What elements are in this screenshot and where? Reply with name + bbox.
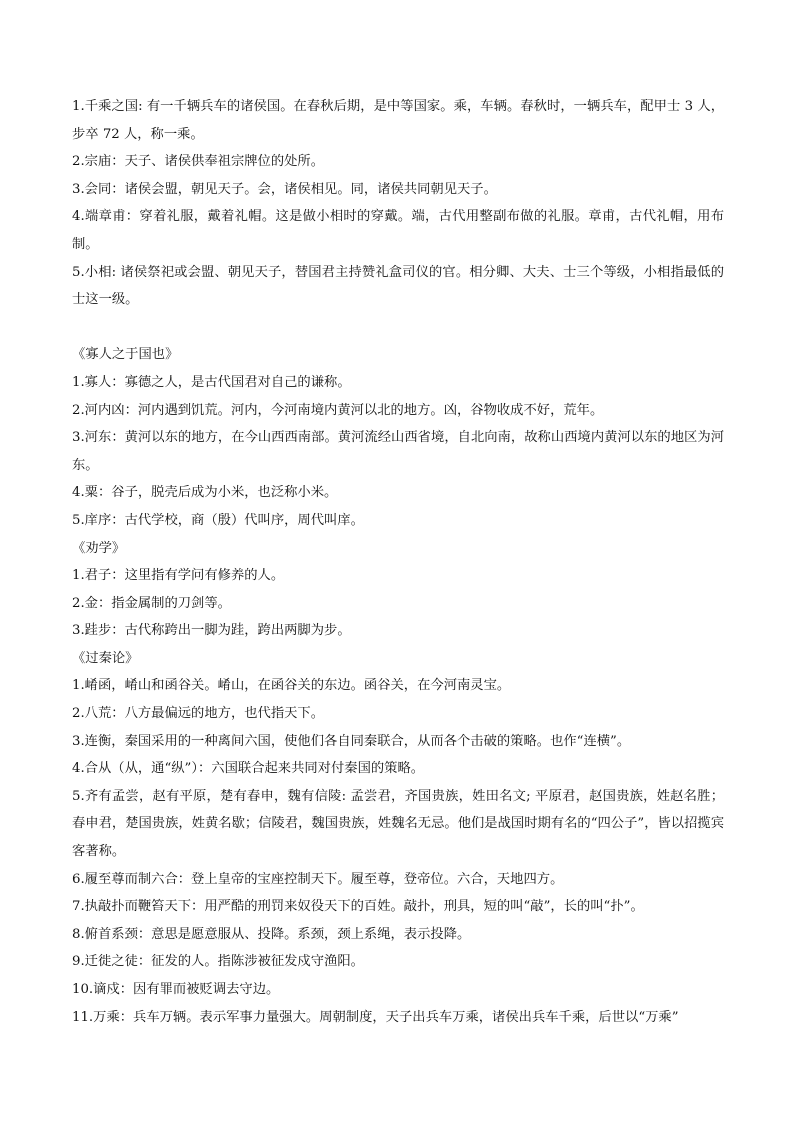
- section-title: 《劝学》: [72, 540, 126, 556]
- note-item: 3.河东：黄河以东的地方，在今山西西南部。黄河流经山西省境，自北向南，故称山西境内黄河以东的地区为河东。: [72, 430, 724, 473]
- note-item: 1.君子：这里指有学问有修养的人。: [72, 568, 285, 584]
- document-page: [72, 93, 724, 1031]
- note-item: 5.庠序：古代学校，商（殷）代叫序，周代叫庠。: [72, 512, 364, 528]
- section-guaren: [72, 341, 724, 534]
- note-item: 6.履至尊而制六合：登上皇帝的宝座控制天下。履至尊，登帝位。六合，天地四方。: [72, 871, 564, 887]
- note-item: 4.端章甫：穿着礼服，戴着礼帽。这是做小相时的穿戴。端，古代用整副布做的礼服。章甫，古代礼帽，用布制。: [72, 209, 724, 252]
- note-item: 2.宗庙：天子、诸侯供奉祖宗牌位的处所。: [72, 154, 325, 170]
- section-guoqinlun: [72, 645, 724, 1031]
- note-item: 11.万乘：兵车万辆。表示军事力量强大。周朝制度，天子出兵车万乘，诸侯出兵车千乘，后世以“万乘”: [72, 1009, 679, 1025]
- note-item: 5.小相: 诸侯祭祀或会盟、朝见天子，替国君主持赞礼盒司仪的官。相分卿、大夫、士三个等级，小相指最低的士这一级。: [72, 264, 724, 308]
- note-item: 4.粟：谷子，脱壳后成为小米，也泛称小米。: [72, 485, 338, 501]
- note-item: 7.执敲扑而鞭笞天下：用严酷的刑罚来奴役天下的百姓。敲扑，刑具，短的叫“敲”，长的叫“扑”。: [72, 899, 644, 915]
- note-item: 1.千乘之国: 有一千辆兵车的诸侯国。在春秋后期，是中等国家。乘，车辆。春秋时，一辆兵车，配甲士 3 人，步卒 72 人，称一乘。: [72, 99, 724, 142]
- blank-line: [72, 314, 724, 342]
- note-item: 8.俯首系颈：意思是愿意服从、投降。系颈，颈上系绳，表示投降。: [72, 926, 471, 942]
- note-item: 1.崤函，崤山和函谷关。崤山，在函谷关的东边。函谷关，在今河南灵宝。: [72, 678, 511, 694]
- note-item: 9.迁徙之徒：征发的人。指陈涉被征发戍守渔阳。: [72, 954, 364, 970]
- note-item: 3.连衡，秦国采用的一种离间六国，使他们各自同秦联合，从而各个击破的策略。也作“连横”。: [72, 733, 631, 749]
- note-item: 2.八荒：八方最偏远的地方，也代指天下。: [72, 706, 325, 722]
- note-item: 3.会同：诸侯会盟，朝见天子。会，诸侯相见。同，诸侯共同朝见天子。: [72, 181, 497, 197]
- section-quanxue: [72, 535, 724, 645]
- note-item: 1.寡人：寡德之人，是古代国君对自己的谦称。: [72, 374, 351, 390]
- section-lunyu-notes: [72, 93, 724, 314]
- note-item: 3.跬步：古代称跨出一脚为跬，跨出两脚为步。: [72, 623, 351, 639]
- section-title: 《过秦论》: [72, 650, 139, 666]
- section-title: 《寡人之于国也》: [72, 347, 179, 363]
- note-item: 10.谪戍：因有罪而被贬调去守边。: [72, 982, 280, 997]
- note-item: 2.金：指金属制的刀剑等。: [72, 595, 231, 611]
- note-item: 2.河内凶：河内遇到饥荒。河内，今河南境内黄河以北的地方。凶，谷物收成不好，荒年。: [72, 402, 604, 418]
- note-item: 5.齐有孟尝，赵有平原，楚有春申，魏有信陵: 孟尝君，齐国贵族，姓田名文; 平原君，赵国贵族，姓赵名胜；春申君，楚国贵族，姓黄名歇；信陵君，魏国贵族，姓魏名无忌。他们是战国时期有名的“四公子”，皆以招揽宾客著称。: [72, 788, 724, 860]
- note-item: 4.合从（从，通“纵”）：六国联合起来共同对付秦国的策略。: [72, 761, 425, 777]
